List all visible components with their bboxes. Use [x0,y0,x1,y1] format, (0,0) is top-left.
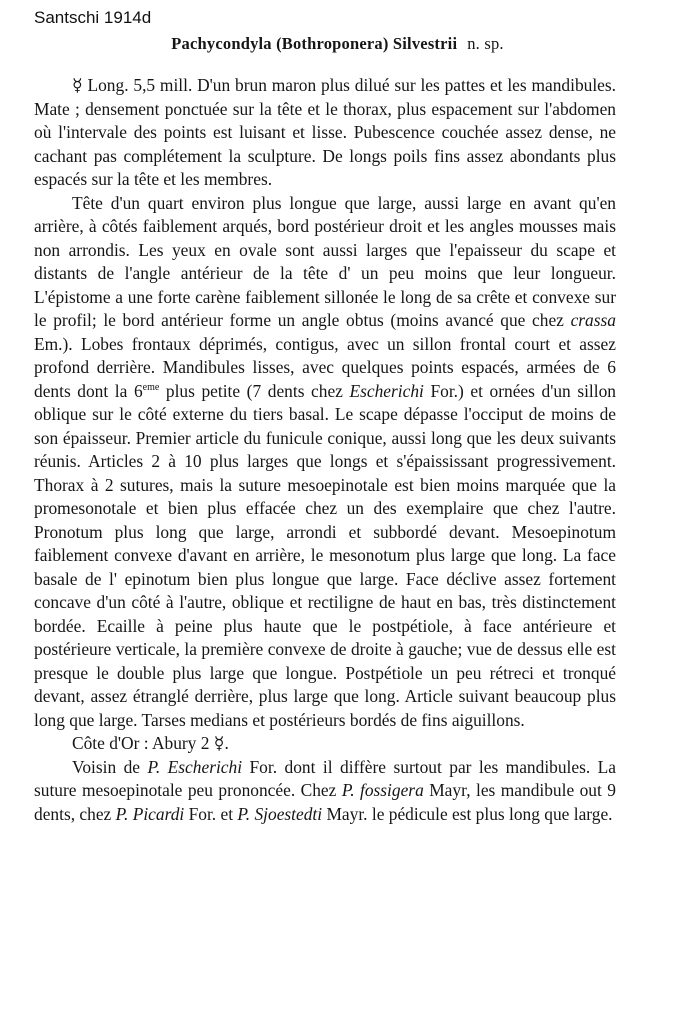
text-run: plus petite (7 dents chez [165,380,343,401]
text-run: For. et [188,803,234,824]
text-run: For. dont il diffère surtout par les mandibules. La suture mesoepinotale peu prononcée. Chez [34,756,616,800]
paragraph-comparison [34,756,616,827]
source-header: Santschi 1914d [34,8,152,27]
taxon-p-picardi: P. Picardi [115,803,185,824]
paragraph-coloration: ☿ Long. 5,5 mill. D'un brun maron plus dilué sur les pattes et les mandibules. Mate ; densement ponctuée sur la tête et le thorax, plus espacement sur l'abdomen où l'intervale des points est luisant et lisse. Pubescence couchée assez dense, ne cachant pas complétement la sculpture. De longs poils fins assez abondants plus espacés sur la tête et les membres. [34,75,616,189]
text-run: Voisin de [72,756,141,777]
taxon-p-sjoestedti: P. Sjoestedti [237,803,323,824]
text-run: Em.). Lobes frontaux déprimés, contigus, avec un sillon frontal court et assez profond derrière. Mandibules lisses, avec quelques points espacés, armées de 6 dents dont la 6 [34,333,616,401]
description-body [34,74,616,826]
text-run: For.) et ornées d'un sillon oblique sur le côté externe du tiers basal. Le scape dépasse l'occiput de moins de son épaisseur. Premier article du funicule conique, aussi long que les deux suivants réunis. Articles 2 à 10 plus larges que longs et s'épaississant progressivement. Thorax à 2 sutures, mais la suture mesoepinotale est bien moins marquée que la promesonotale et bien plus effacée chez un des exemplaire que chez l'autre. Pronotum plus long que large, arrondi et subbordé devant. Mesoepinotum faiblement convexe d'avant en arrière, le mesonotum plus large que long. La face basale de l' epinotum bien plus longue que large. Face déclive assez fortement concave d'un côté à l'autre, oblique et rectiligne de haut en bas, très distinctement bordée. Ecaille à peine plus haute que le postpétiole, à face antérieure et postérieure verticale, la première convexe de droite à gauche; vue de dessus elle est presque le double plus large que longue. Postpétiole un peu rétreci et tronqué devant, assez étranglé derrière, plus large que long. Article suivant beaucoup plus long que large. Tarses medians et postérieurs bordés de fins aiguillons. [34,380,616,730]
taxon-p-escherichi: P. Escherichi [147,756,243,777]
taxon-crassa: crassa [570,310,616,330]
text-run: Mayr, les mandibule out 9 dents, chez [34,780,616,824]
superscript: eme [142,381,160,393]
text-run: Mayr. le pédicule est plus long que large. [326,803,613,824]
text-run: Tête d'un quart environ plus longue que large, aussi large en avant qu'en arrière, à côtés faiblement arqués, bord postérieur droit et les angles mousses mais non arrondis. Les yeux en ovale sont aussi larges que l'epaisseur du scape et distants de l'angle antérieur de la tête d' un peu moins que leur longueur. L'épistome a une forte carène faiblement sillonée le long de sa crête et convexe sur le profil; le bord antérieur forme un angle obtus (moins avancé que chez [34,192,616,330]
paragraph-locality: Côte d'Or : Abury 2 ☿. [72,733,229,753]
species-title [0,34,675,54]
new-species-marker: n. sp. [467,34,504,53]
taxon-p-fossigera: P. fossigera [341,780,424,800]
paragraph-morphology [34,192,616,733]
species-name: Pachycondyla (Bothroponera) Silvestrii [171,34,458,53]
taxon-escherichi: Escherichi [349,380,424,401]
